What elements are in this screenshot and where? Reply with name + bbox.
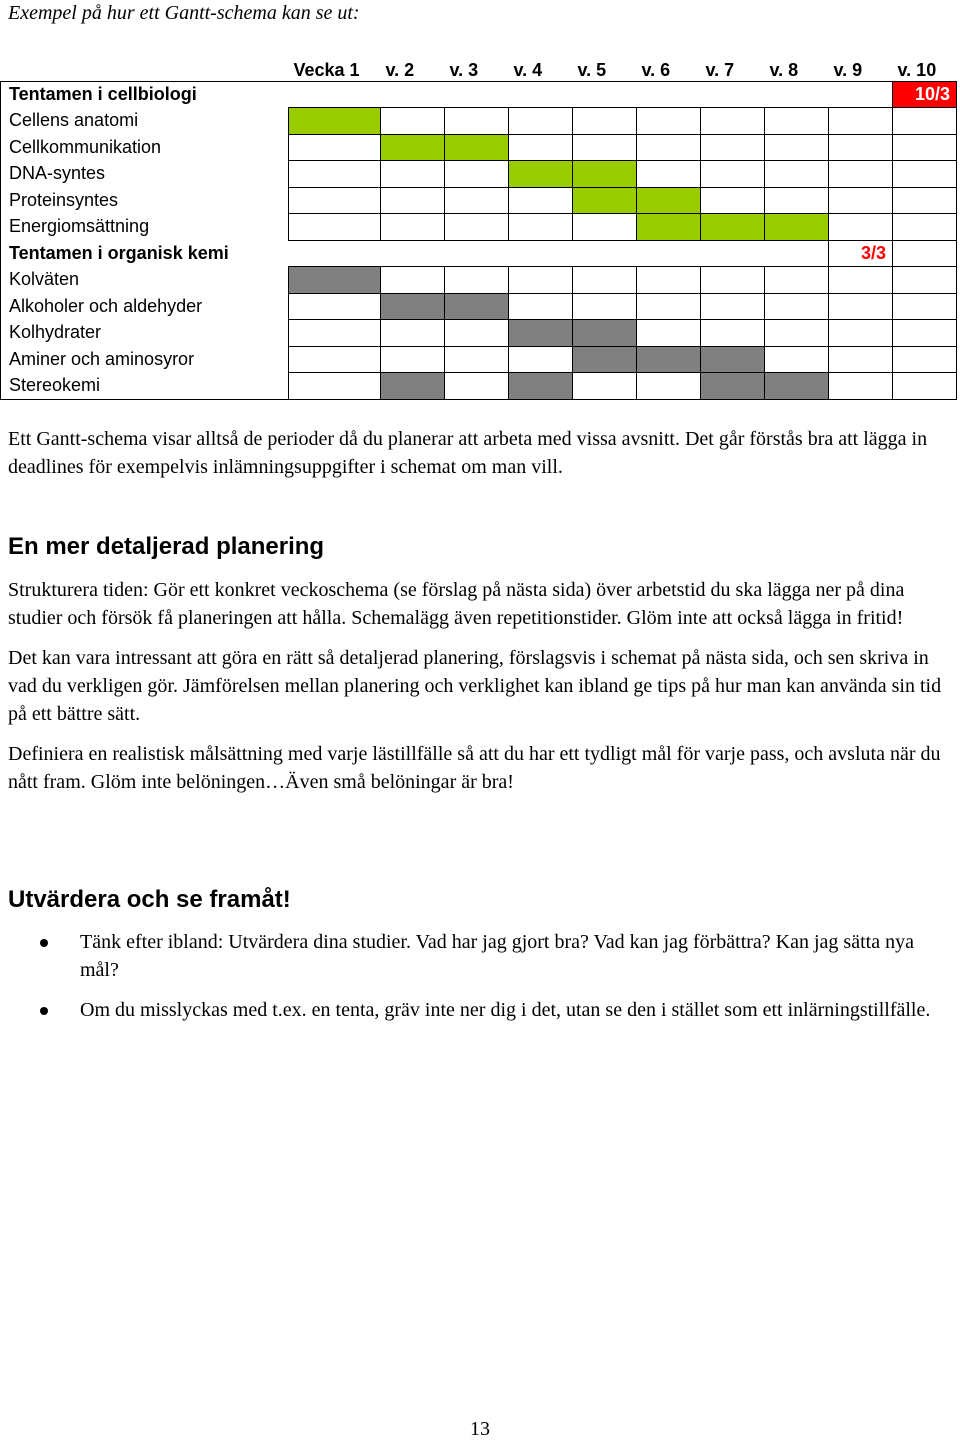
bullet-list bbox=[0, 928, 950, 1036]
gantt-cell bbox=[289, 214, 381, 241]
task-label: Cellens anatomi bbox=[1, 108, 289, 135]
intro-caption: Exempel på hur ett Gantt-schema kan se ut: bbox=[8, 2, 360, 24]
section-body bbox=[8, 576, 953, 808]
gantt-row bbox=[1, 240, 957, 267]
gantt-cell bbox=[701, 108, 765, 135]
gantt-cell bbox=[289, 293, 381, 320]
gantt-cell bbox=[289, 346, 381, 373]
gantt-cell bbox=[381, 320, 445, 347]
gantt-cell bbox=[289, 373, 381, 400]
task-label: Stereokemi bbox=[1, 373, 289, 400]
gantt-bar-cell bbox=[573, 346, 637, 373]
gantt-cell bbox=[637, 267, 701, 294]
list-item bbox=[0, 996, 950, 1024]
gantt-row bbox=[1, 161, 957, 188]
gantt-cell bbox=[829, 161, 893, 188]
gantt-cell bbox=[765, 161, 829, 188]
gantt-cell bbox=[893, 293, 957, 320]
gantt-bar-cell bbox=[289, 108, 381, 135]
section-heading: En mer detaljerad planering bbox=[8, 533, 325, 560]
section-heading: Utvärdera och se framåt! bbox=[8, 886, 291, 913]
gantt-cell bbox=[573, 108, 637, 135]
gantt-bar-cell bbox=[445, 293, 509, 320]
bullet-icon bbox=[40, 939, 48, 947]
gantt-explanation bbox=[8, 425, 953, 493]
gantt-cell bbox=[509, 293, 573, 320]
week-header: v. 5 bbox=[577, 59, 607, 80]
task-label: Proteinsyntes bbox=[1, 187, 289, 214]
gantt-cell bbox=[381, 346, 445, 373]
gantt-cell bbox=[701, 320, 765, 347]
gantt-cell bbox=[637, 373, 701, 400]
gantt-cell bbox=[445, 346, 509, 373]
gantt-cell bbox=[381, 108, 445, 135]
gantt-cell bbox=[289, 320, 381, 347]
task-label: Tentamen i organisk kemi bbox=[1, 240, 289, 267]
gantt-cell bbox=[765, 108, 829, 135]
gantt-cell bbox=[893, 373, 957, 400]
gantt-cell bbox=[509, 108, 573, 135]
gantt-bar-cell bbox=[637, 346, 701, 373]
deadline-marker: 10/3 bbox=[893, 81, 957, 108]
gantt-cell bbox=[893, 134, 957, 161]
gantt-cell bbox=[509, 214, 573, 241]
gantt-cell bbox=[573, 267, 637, 294]
gantt-cell bbox=[573, 293, 637, 320]
gantt-cell bbox=[701, 293, 765, 320]
gantt-cell bbox=[829, 346, 893, 373]
week-header: v. 2 bbox=[385, 59, 415, 80]
gantt-bar-cell bbox=[381, 293, 445, 320]
gantt-corner bbox=[1, 53, 289, 81]
gantt-bar-cell bbox=[381, 134, 445, 161]
gantt-chart bbox=[0, 53, 957, 400]
gantt-cell bbox=[509, 267, 573, 294]
gantt-spacer bbox=[289, 81, 893, 108]
gantt-cell bbox=[829, 187, 893, 214]
deadline-marker: 3/3 bbox=[829, 240, 893, 267]
gantt-row bbox=[1, 373, 957, 400]
list-item-text: Tänk efter ibland: Utvärdera dina studier. Vad har jag gjort bra? Vad kan jag förbättra? Kan jag sätta nya mål? bbox=[80, 931, 914, 981]
gantt-bar-cell bbox=[701, 214, 765, 241]
gantt-cell bbox=[893, 214, 957, 241]
gantt-cell bbox=[445, 161, 509, 188]
gantt-bar-cell bbox=[701, 373, 765, 400]
week-header: v. 9 bbox=[833, 59, 863, 80]
week-header: v. 10 bbox=[897, 59, 937, 80]
gantt-cell bbox=[381, 267, 445, 294]
week-header: v. 8 bbox=[769, 59, 799, 80]
list-item-text: Om du misslyckas med t.ex. en tenta, gräv inte ner dig i det, utan se den i stället som ett inlärningstillfälle. bbox=[80, 999, 931, 1021]
gantt-row bbox=[1, 134, 957, 161]
week-header: v. 7 bbox=[705, 59, 735, 80]
gantt-cell bbox=[893, 267, 957, 294]
task-label: DNA-syntes bbox=[1, 161, 289, 188]
page-number: 13 bbox=[470, 1418, 490, 1440]
gantt-cell bbox=[381, 214, 445, 241]
gantt-cell bbox=[893, 108, 957, 135]
paragraph: Ett Gantt-schema visar alltså de perioder då du planerar att arbeta med vissa avsnitt. Det går förstås bra att lägga in deadlines för exempelvis inlämningsuppgifter i schemat om man vill. bbox=[8, 428, 928, 478]
gantt-cell bbox=[829, 214, 893, 241]
gantt-cell bbox=[829, 373, 893, 400]
gantt-row bbox=[1, 346, 957, 373]
gantt-bar-cell bbox=[509, 161, 573, 188]
task-label: Alkoholer och aldehyder bbox=[1, 293, 289, 320]
gantt-cell bbox=[445, 320, 509, 347]
week-header: Vecka 1 bbox=[293, 59, 360, 80]
gantt-bar-cell bbox=[573, 320, 637, 347]
gantt-cell bbox=[701, 161, 765, 188]
gantt-cell bbox=[701, 187, 765, 214]
gantt-bar-cell bbox=[445, 134, 509, 161]
gantt-bar-cell bbox=[289, 267, 381, 294]
gantt-cell bbox=[509, 134, 573, 161]
gantt-cell bbox=[829, 293, 893, 320]
gantt-cell bbox=[445, 108, 509, 135]
gantt-cell bbox=[829, 320, 893, 347]
gantt-cell bbox=[445, 187, 509, 214]
task-label: Energiomsättning bbox=[1, 214, 289, 241]
gantt-cell bbox=[829, 134, 893, 161]
gantt-cell bbox=[637, 134, 701, 161]
gantt-bar-cell bbox=[701, 346, 765, 373]
gantt-spacer bbox=[893, 240, 957, 267]
gantt-cell bbox=[701, 267, 765, 294]
gantt-cell bbox=[637, 161, 701, 188]
gantt-cell bbox=[765, 346, 829, 373]
gantt-cell bbox=[893, 161, 957, 188]
gantt-bar-cell bbox=[637, 214, 701, 241]
week-header: v. 6 bbox=[641, 59, 671, 80]
gantt-bar-cell bbox=[765, 214, 829, 241]
week-header: v. 4 bbox=[513, 59, 543, 80]
gantt-bar-cell bbox=[509, 320, 573, 347]
gantt-row bbox=[1, 320, 957, 347]
task-label: Cellkommunikation bbox=[1, 134, 289, 161]
gantt-cell bbox=[445, 373, 509, 400]
gantt-cell bbox=[381, 161, 445, 188]
gantt-cell bbox=[765, 187, 829, 214]
task-label: Kolväten bbox=[1, 267, 289, 294]
gantt-row bbox=[1, 293, 957, 320]
gantt-spacer bbox=[289, 240, 829, 267]
gantt-cell bbox=[765, 267, 829, 294]
gantt-cell bbox=[765, 320, 829, 347]
gantt-row bbox=[1, 267, 957, 294]
gantt-cell bbox=[637, 108, 701, 135]
gantt-row bbox=[1, 214, 957, 241]
gantt-row bbox=[1, 108, 957, 135]
gantt-cell bbox=[509, 187, 573, 214]
paragraph: Det kan vara intressant att göra en rätt så detaljerad planering, förslagsvis i schemat på nästa sida, och sen skriva in vad du verkligen gör. Jämförelsen mellan planering och verklighet kan ibland ge tips på hur man kan använda sin tid på ett bättre sätt. bbox=[8, 647, 942, 725]
gantt-cell bbox=[829, 108, 893, 135]
paragraph: Strukturera tiden: Gör ett konkret veckoschema (se förslag på nästa sida) över arbetstid du ska lägga ner på dina studier och försök få planeringen att hålla. Schemalägg även repetitionstider. Glöm inte att också lägga in fritid! bbox=[8, 579, 905, 629]
task-label: Kolhydrater bbox=[1, 320, 289, 347]
paragraph: Definiera en realistisk målsättning med varje lästillfälle så att du har ett tydligt mål för varje pass, och avsluta när du nått fram. Glöm inte belöningen…Även små belöningar är bra! bbox=[8, 743, 941, 793]
gantt-cell bbox=[573, 214, 637, 241]
gantt-cell bbox=[289, 134, 381, 161]
gantt-cell bbox=[829, 267, 893, 294]
task-label: Aminer och aminosyror bbox=[1, 346, 289, 373]
list-item bbox=[0, 928, 950, 984]
gantt-bar-cell bbox=[573, 161, 637, 188]
gantt-cell bbox=[765, 134, 829, 161]
gantt-cell bbox=[637, 320, 701, 347]
gantt-cell bbox=[573, 373, 637, 400]
gantt-cell bbox=[893, 320, 957, 347]
gantt-cell bbox=[509, 346, 573, 373]
gantt-row bbox=[1, 81, 957, 108]
gantt-bar-cell bbox=[381, 373, 445, 400]
gantt-cell bbox=[701, 134, 765, 161]
gantt-cell bbox=[289, 161, 381, 188]
gantt-cell bbox=[289, 187, 381, 214]
gantt-cell bbox=[381, 187, 445, 214]
gantt-cell bbox=[445, 267, 509, 294]
task-label: Tentamen i cellbiologi bbox=[1, 81, 289, 108]
gantt-cell bbox=[573, 134, 637, 161]
gantt-cell bbox=[893, 346, 957, 373]
week-header: v. 3 bbox=[449, 59, 479, 80]
bullet-icon bbox=[40, 1007, 48, 1015]
gantt-cell bbox=[637, 293, 701, 320]
gantt-cell bbox=[765, 293, 829, 320]
gantt-bar-cell bbox=[509, 373, 573, 400]
gantt-cell bbox=[445, 214, 509, 241]
gantt-bar-cell bbox=[573, 187, 637, 214]
gantt-bar-cell bbox=[637, 187, 701, 214]
gantt-row bbox=[1, 187, 957, 214]
gantt-cell bbox=[893, 187, 957, 214]
gantt-bar-cell bbox=[765, 373, 829, 400]
